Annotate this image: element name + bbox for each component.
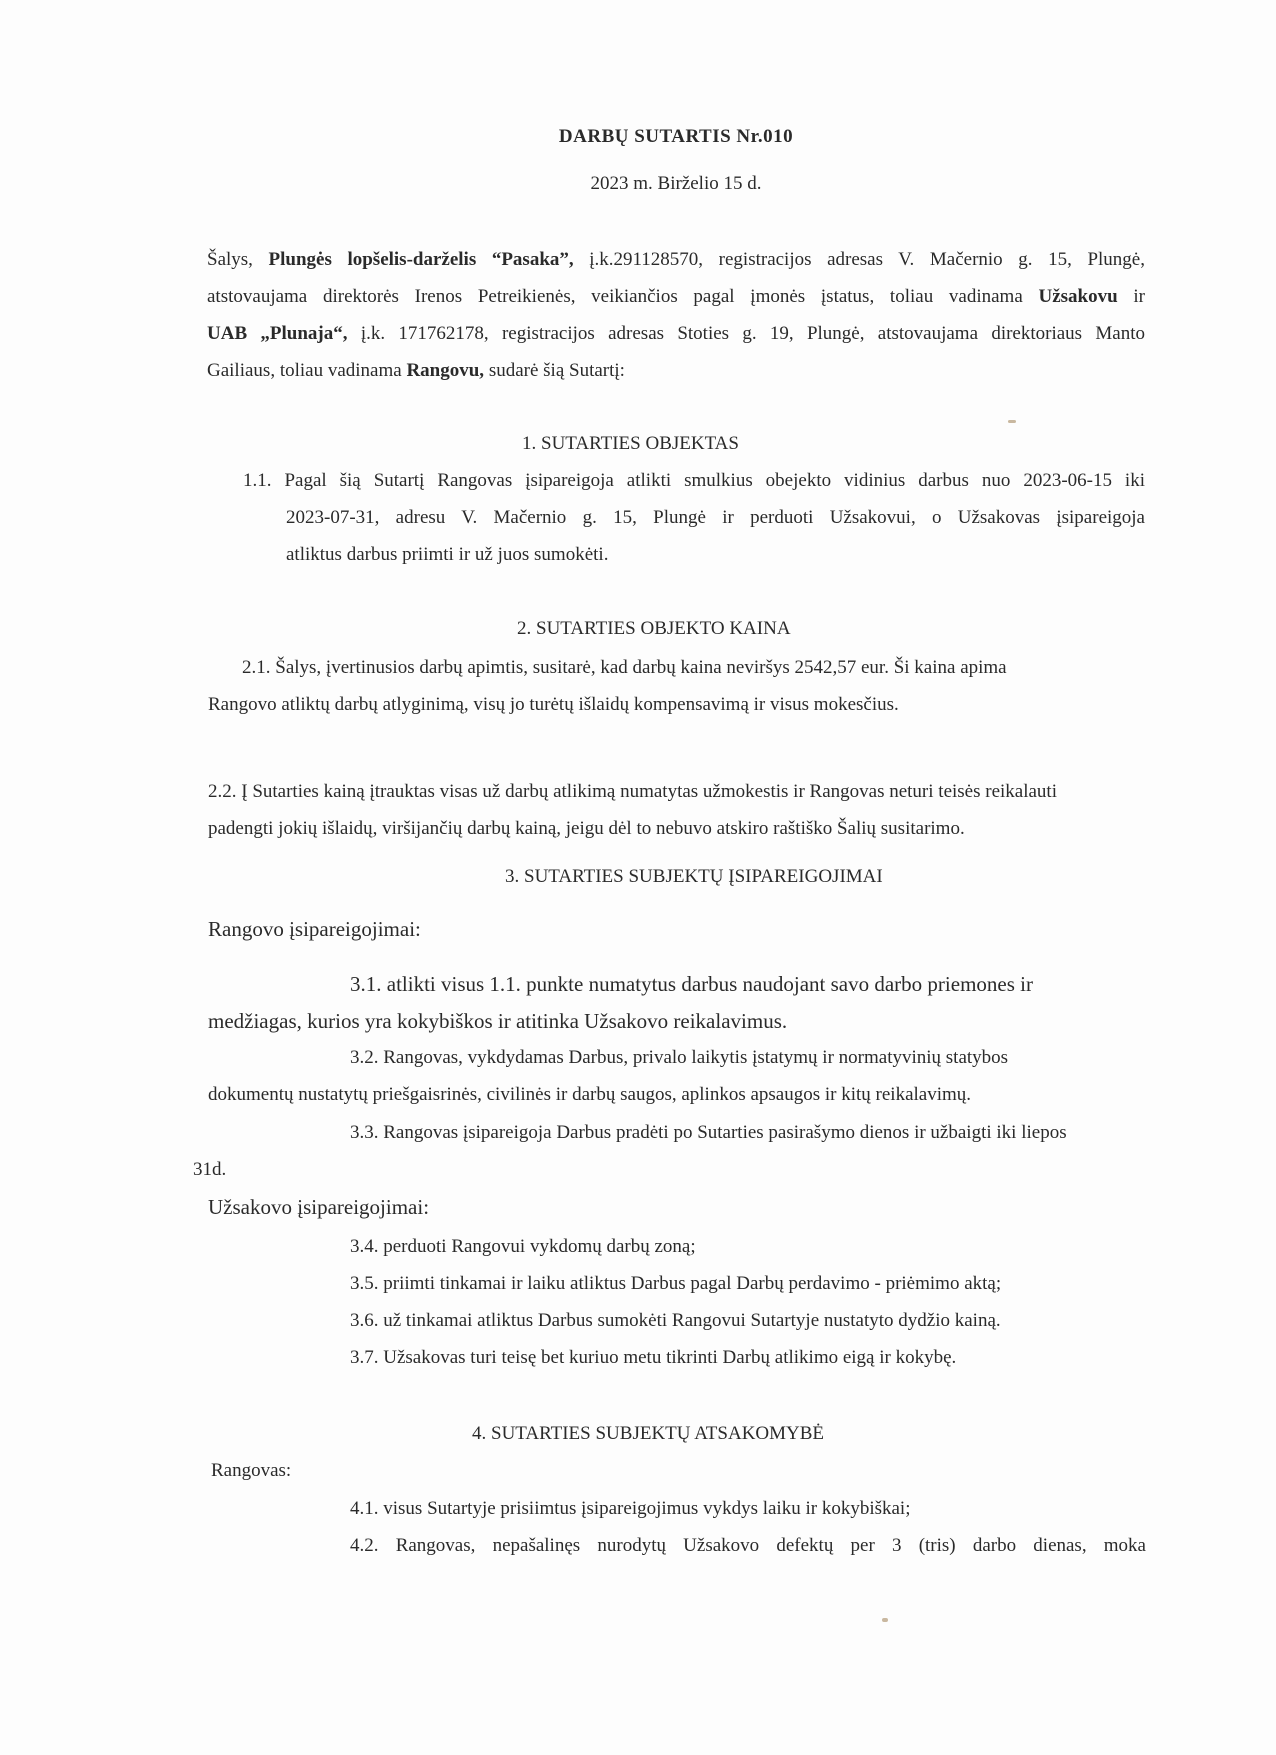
rangovas-label: Rangovas: [211,1460,292,1481]
intro-line-2: atstovaujama direktorės Irenos Petreikienės, veikiančios pagal įmonės įstatus, toliau vadinama Užsakovu ir [207,286,1145,307]
uzsakovo-obligations-label: Užsakovo įsipareigojimai: [208,1195,430,1219]
section-3-1-line-1: 3.1. atlikti visus 1.1. punkte numatytus darbus naudojant savo darbo priemones ir [350,972,1033,996]
scan-speck [882,1618,888,1622]
section-3-5: 3.5. priimti tinkamai ir laiku atliktus Darbus pagal Darbų perdavimo - priėmimo aktą; [350,1273,1002,1294]
intro-line-3: UAB „Plunaja“, į.k. 171762178, registracijos adresas Stoties g. 19, Plungė, atstovaujama direktoriaus Manto [207,323,1145,344]
rangovo-obligations-label: Rangovo įsipareigojimai: [208,917,421,941]
scan-speck [1008,420,1016,423]
section-3-3-line-1: 3.3. Rangovas įsipareigoja Darbus pradėti po Sutarties pasirašymo dienos ir užbaigti iki liepos [350,1122,1067,1143]
section-4-heading: 4. SUTARTIES SUBJEKTŲ ATSAKOMYBĖ [472,1423,825,1444]
intro-line-1: Šalys, Plungės lopšelis-darželis “Pasaka”, į.k.291128570, registracijos adresas V. Mačernio g. 15, Plungė, [207,249,1145,270]
document-date: 2023 m. Birželio 15 d. [590,173,762,194]
section-3-2-line-2: dokumentų nustatytų priešgaisrinės, civilinės ir darbų saugos, aplinkos apsaugos ir kitų reikalavimų. [208,1084,972,1105]
section-1-heading: 1. SUTARTIES OBJEKTAS [522,433,739,454]
section-1-1-line-1: 1.1. Pagal šią Sutartį Rangovas įsipareigoja atlikti smulkius obejekto vidinius darbus nuo 2023-06-15 iki [243,470,1145,491]
section-2-1-line-1: 2.1. Šalys, įvertinusios darbų apimtis, susitarė, kad darbų kaina neviršys 2542,57 eur. Ši kaina apima [242,657,1007,678]
section-3-7: 3.7. Užsakovas turi teisę bet kuriuo metu tikrinti Darbų atlikimo eigą ir kokybę. [350,1347,957,1368]
section-3-3-line-2: 31d. [193,1159,227,1180]
intro-line-4: Gailiaus, toliau vadinama Rangovu, sudarė šią Sutartį: [207,360,625,381]
section-3-1-line-2: medžiagas, kurios yra kokybiškos ir atitinka Užsakovo reikalavimus. [208,1009,788,1033]
section-2-2-line-2: padengti jokių išlaidų, viršijančių darbų kainą, jeigu dėl to nebuvo atskiro raštiško Šalių susitarimo. [208,818,965,839]
section-3-4: 3.4. perduoti Rangovui vykdomų darbų zoną; [350,1236,696,1257]
section-2-2-line-1: 2.2. Į Sutarties kainą įtrauktas visas už darbų atlikimą numatytas užmokestis ir Rangovas neturi teisės reikalauti [208,781,1057,802]
section-4-1: 4.1. visus Sutartyje prisiimtus įsipareigojimus vykdys laiku ir kokybiškai; [350,1498,911,1519]
section-3-heading: 3. SUTARTIES SUBJEKTŲ ĮSIPAREIGOJIMAI [505,866,883,887]
section-2-1-line-2: Rangovo atliktų darbų atlyginimą, visų jo turėtų išlaidų kompensavimą ir visus mokesčius. [208,694,899,715]
section-2-heading: 2. SUTARTIES OBJEKTO KAINA [517,618,791,639]
section-4-2: 4.2. Rangovas, nepašalinęs nurodytų Užsakovo defektų per 3 (tris) darbo dienas, moka [350,1535,1146,1556]
section-3-6: 3.6. už tinkamai atliktus Darbus sumokėti Rangovui Sutartyje nustatyto dydžio kainą. [350,1310,1001,1331]
section-1-1-line-2: 2023-07-31, adresu V. Mačernio g. 15, Plungė ir perduoti Užsakovui, o Užsakovas įsipareigoja [286,507,1145,528]
document-title: DARBŲ SUTARTIS Nr.010 [558,126,794,147]
section-3-2-line-1: 3.2. Rangovas, vykdydamas Darbus, privalo laikytis įstatymų ir normatyvinių statybos [350,1047,1009,1068]
section-1-1-line-3: atliktus darbus priimti ir už juos sumokėti. [286,544,609,565]
